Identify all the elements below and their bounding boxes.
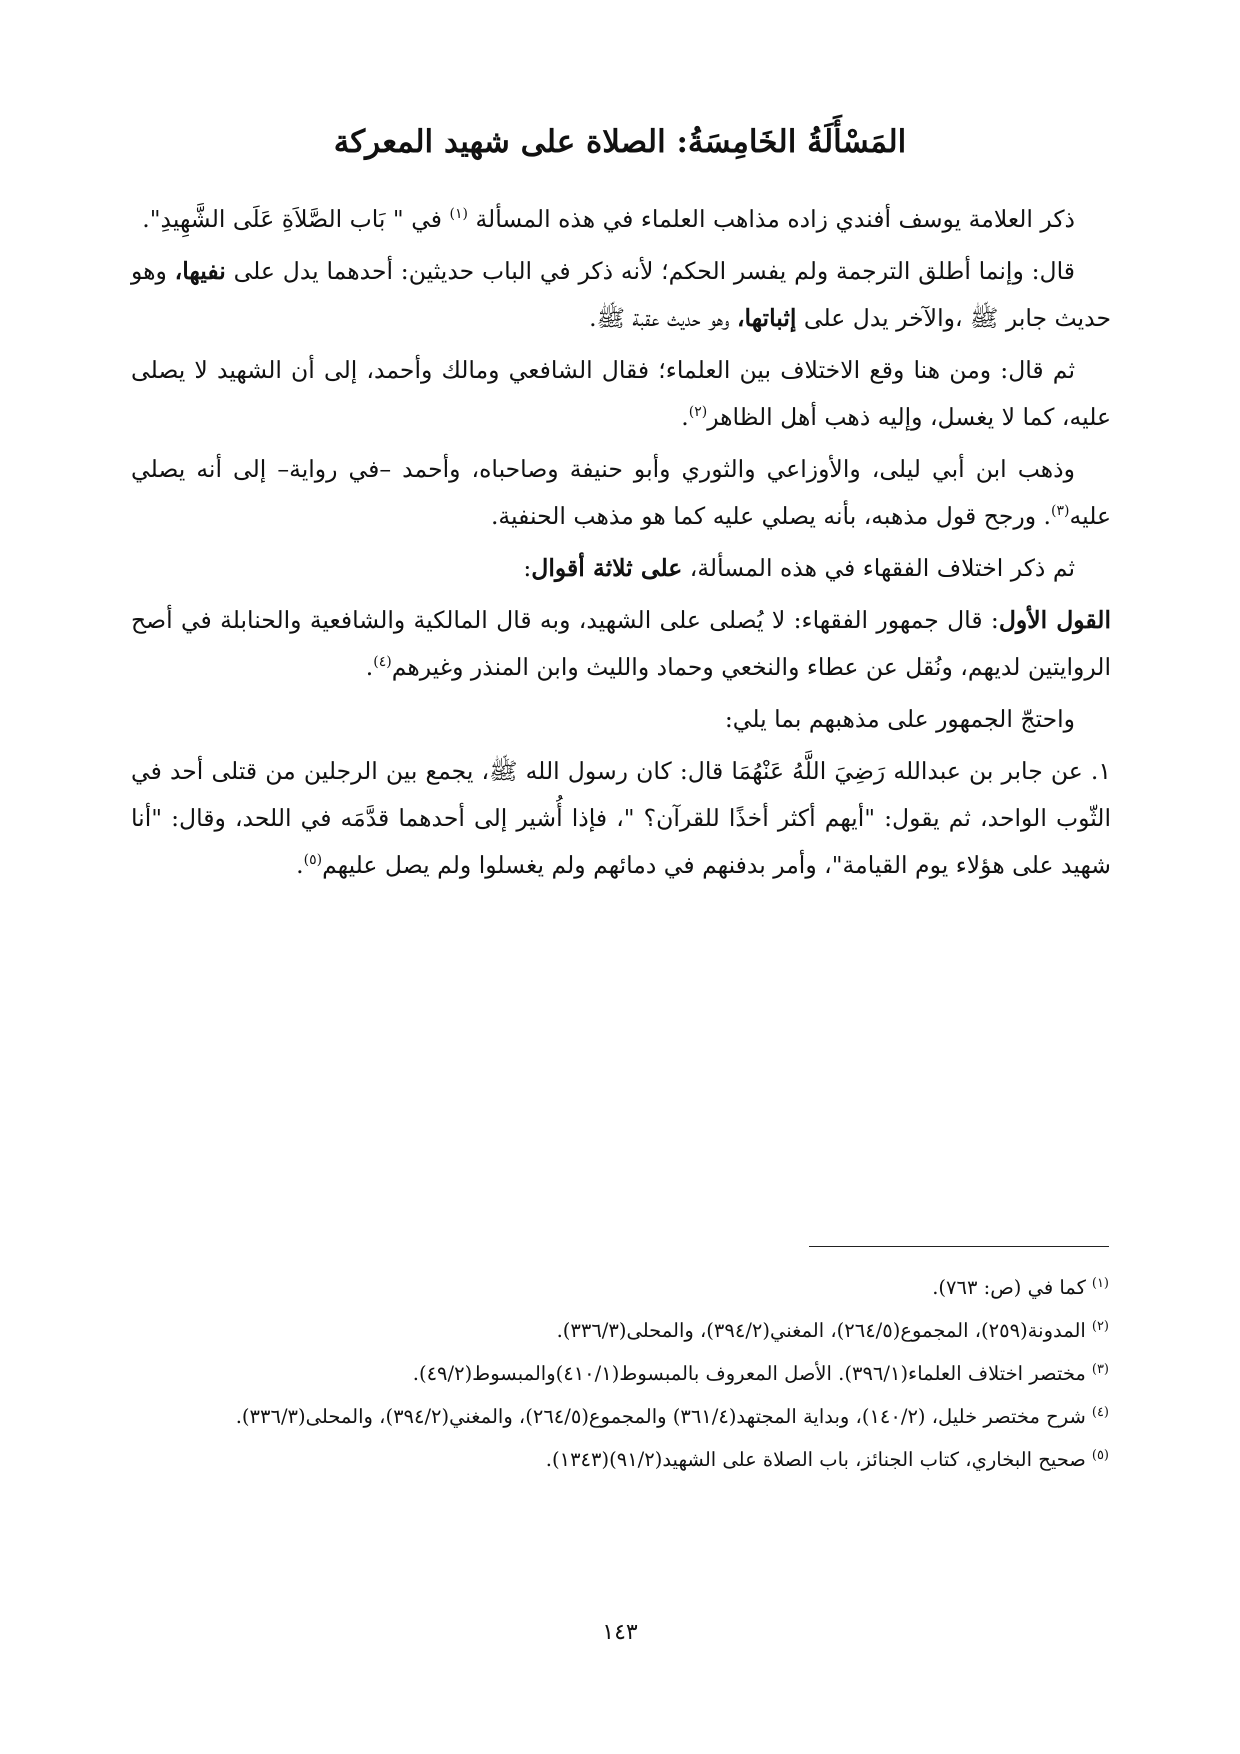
footnote <box>131 1311 1109 1350</box>
paragraph-text: : قال جمهور الفقهاء: لا يُصلى على الشهيد، وبه قال المالكية والشافعية والحنابلة في أصح الروايتين لديهم، ونُقل عن عطاء والنخعي وحماد والليث وابن المنذر وغيرهم <box>131 606 1111 681</box>
paragraph-text: ذكر العلامة يوسف أفندي زاده مذاهب العلماء في هذه المسألة <box>467 205 1075 233</box>
paragraph-text: . <box>365 653 374 681</box>
footnote-reference: (١) <box>449 206 468 223</box>
paragraph <box>131 597 1111 691</box>
footnote-reference: (٥) <box>303 852 323 869</box>
paragraph-text: في " بَاب الصَّلاَةِ عَلَى الشَّهِيدِ". <box>142 205 450 233</box>
paragraph-text: واحتجّ الجمهور على مذهبهم بما يلي: <box>724 705 1075 733</box>
footnote-reference: (٢) <box>688 404 708 421</box>
paragraph-text: وهو حديث عقبة ﷺ. <box>589 304 737 332</box>
footnote <box>131 1440 1109 1479</box>
footnote <box>131 1268 1109 1307</box>
paragraph-text: . <box>296 851 304 879</box>
paragraph-text: وذهب ابن أبي ليلى، والأوزاعي والثوري وأبو حنيفة وصاحباه، وأحمد –في رواية– إلى أنه يصلي عليه <box>131 455 1111 530</box>
footnote <box>131 1397 1109 1436</box>
paragraph <box>131 196 1111 243</box>
bold-phrase: على ثلاثة أقوال <box>531 554 683 582</box>
paragraph-text: ثم قال: ومن هنا وقع الاختلاف بين العلماء؛ فقال الشافعي ومالك وأحمد، إلى أن الشهيد لا يصلى عليه، كما لا يغسل، وإليه ذهب أهل الظاهر <box>131 356 1111 431</box>
bold-phrase: القول الأول <box>998 606 1111 634</box>
paragraph <box>131 696 1111 743</box>
footnote-divider <box>809 1246 1109 1247</box>
paragraph-text: قال: وإنما أطلق الترجمة ولم يفسر الحكم؛ لأنه ذكر في الباب حديثين: أحدهما يدل على <box>225 257 1075 285</box>
footnote <box>131 1354 1109 1393</box>
paragraph <box>131 545 1111 592</box>
footnote-number: (٤) <box>1091 1404 1109 1420</box>
footnote-text: المدونة(٢٥٩)، المجموع(٢٦٤/٥)، المغني(٣٩٤/٢)، والمحلى(٣٣٦/٣). <box>556 1319 1086 1342</box>
footnote-reference: (٣) <box>1051 503 1070 520</box>
paragraph-text: : <box>523 554 532 582</box>
bold-phrase: نفيها، <box>174 257 226 285</box>
footnote-reference: (٤) <box>373 654 392 671</box>
page-title: المَسْأَلَةُ الخَامِسَةُ: الصلاة على شهيد المعركة <box>333 124 907 160</box>
paragraph-text: ١. عن جابر بن عبدالله رَضِيَ اللَّهُ عَنْهُمَا قال: كان رسول الله ﷺ، يجمع بين الرجلين من قتلى أحد في الثّوب الواحد، ثم يقول: "أيهم أكثر أخذًا للقرآن؟ "، فإذا أُشير إلى أحدهما قدَّمَه في اللحد، وقال: "أنا شهيد على هؤلاء يوم القيامة"، وأمر بدفنهم في دمائهم ولم يغسلوا ولم يصل عليهم <box>131 757 1111 879</box>
footnotes <box>131 1268 1109 1483</box>
paragraph-text: ثم ذكر اختلاف الفقهاء في هذه المسألة، <box>682 554 1075 582</box>
footnote-text: مختصر اختلاف العلماء(٣٩٦/١). الأصل المعروف بالمبسوط(٤١٠/١)والمبسوط(٤٩/٢). <box>412 1362 1086 1385</box>
paragraph <box>131 446 1111 540</box>
footnote-number: (١) <box>1091 1275 1109 1291</box>
paragraph <box>131 347 1111 441</box>
paragraph-text: . <box>681 403 689 431</box>
footnote-text: كما في (ص: ٧٦٣). <box>932 1276 1086 1299</box>
page-number: ١٤٣ <box>602 1620 638 1645</box>
paragraph <box>131 748 1111 889</box>
footnote-number: (٣) <box>1091 1361 1109 1377</box>
footnote-number: (٥) <box>1091 1447 1109 1463</box>
footnote-text: شرح مختصر خليل، (١٤٠/٢)، وبداية المجتهد(٣٦١/٤) والمجموع(٢٦٤/٥)، والمغني(٣٩٤/٢)، والمحلى(٣٣٦/٣). <box>235 1405 1086 1428</box>
paragraph <box>131 248 1111 342</box>
bold-phrase: إثباتها، <box>736 304 797 332</box>
paragraph-text: وهو حديث جابر ﷺ ،والآخر يدل على <box>131 257 1111 332</box>
body-text <box>131 196 1111 894</box>
paragraph-text: . ورجح قول مذهبه، بأنه يصلي عليه كما هو مذهب الحنفية. <box>490 502 1052 530</box>
footnote-number: (٢) <box>1091 1318 1109 1334</box>
footnote-text: صحيح البخاري، كتاب الجنائز، باب الصلاة على الشهيد(٩١/٢)(١٣٤٣). <box>545 1448 1086 1471</box>
